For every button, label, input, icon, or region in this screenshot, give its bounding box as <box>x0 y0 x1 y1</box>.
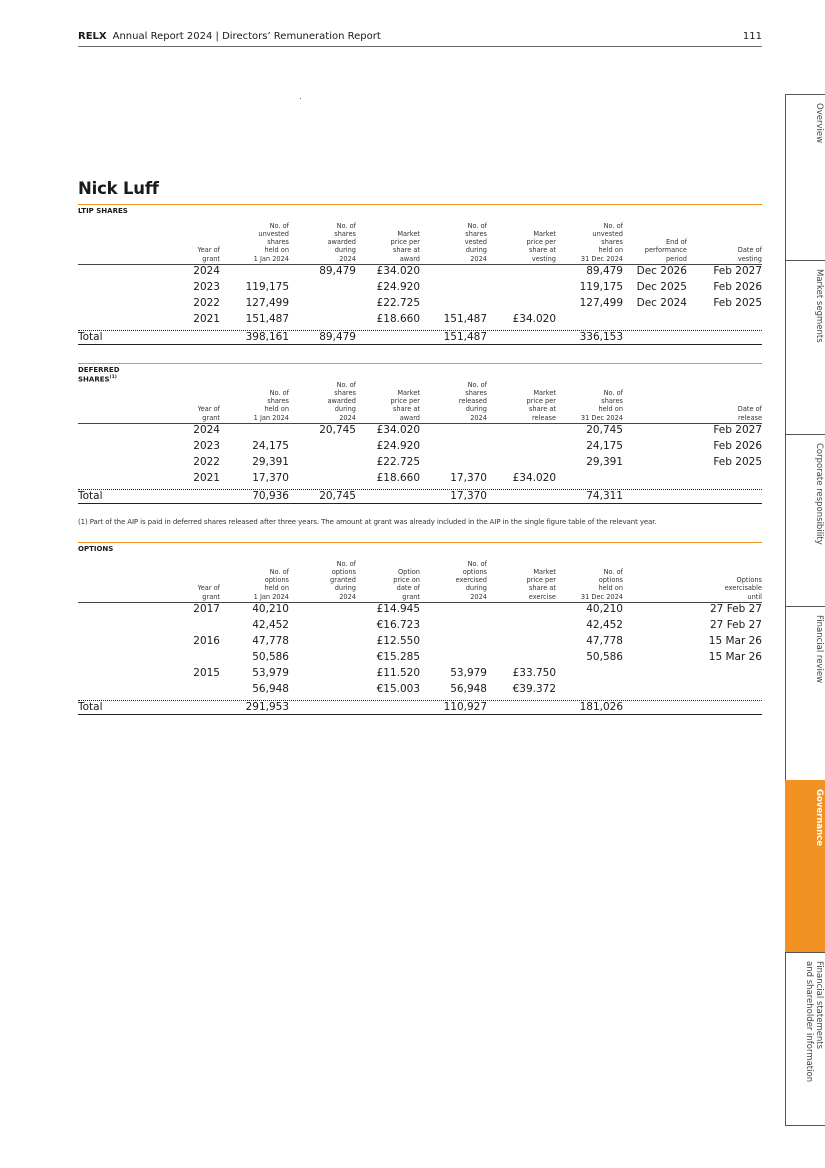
column-header-end-period: performance <box>644 246 687 255</box>
cell-date: 15 Mar 26 <box>708 635 762 647</box>
column-header-held-start: 1 Jan 2024 <box>253 592 289 601</box>
column-header-awarded: 2024 <box>339 254 356 263</box>
column-header-awarded: No. of <box>336 559 356 568</box>
total-row <box>78 701 762 714</box>
cell-date: Feb 2027 <box>713 265 762 277</box>
column-header-price-at-vesting: price per <box>526 397 556 406</box>
column-header-price-at-award: price per <box>390 397 420 406</box>
header-divider <box>78 46 762 47</box>
column-header-vested: vested <box>464 238 487 247</box>
cell-date: Feb 2025 <box>713 297 762 309</box>
column-header-vested: No. of <box>467 221 487 230</box>
cell-year-of-grant: 2016 <box>193 635 220 647</box>
column-header-price-at-vesting: share at <box>529 246 556 255</box>
column-header-held-end: No. of <box>603 221 623 230</box>
column-header-price-at-award: award <box>399 413 420 422</box>
cell-price-at-award: €16.723 <box>376 619 420 631</box>
cell-date: 15 Mar 26 <box>708 651 762 663</box>
column-header-held-end: held on <box>598 246 623 255</box>
column-header-awarded: during <box>334 405 356 414</box>
table-row <box>78 635 762 648</box>
nav-tab-label: Financial review <box>814 615 824 684</box>
person-name: Nick Luff <box>78 179 159 198</box>
column-header-awarded: shares <box>334 388 356 397</box>
cell-held-start: 127,499 <box>245 297 289 309</box>
table-row <box>78 265 762 278</box>
column-header-vested: during <box>465 405 487 414</box>
cell-end-period: Dec 2026 <box>636 265 687 277</box>
column-header-date: vesting <box>737 254 762 263</box>
column-header-year-of-grant: grant <box>202 592 220 601</box>
table-row <box>78 667 762 680</box>
cell-held-start: 151,487 <box>245 313 289 325</box>
nav-tab-overview[interactable] <box>785 94 825 261</box>
cell-end-period: Dec 2024 <box>636 297 687 309</box>
column-header-vested: 2024 <box>470 254 487 263</box>
column-header-held-end: unvested <box>592 229 623 238</box>
cell-held-start: 56,948 <box>252 683 289 695</box>
cell-held-end: 40,210 <box>586 603 623 615</box>
cell-held-start: 29,391 <box>252 456 289 468</box>
column-header-awarded: 2024 <box>339 592 356 601</box>
cell-held-end: 42,452 <box>586 619 623 631</box>
cell-price-at-vesting: €39.372 <box>512 683 556 695</box>
total-held-end: 336,153 <box>579 331 623 343</box>
column-header-vested: 2024 <box>470 413 487 422</box>
total-vested: 17,370 <box>450 490 487 502</box>
cell-price-at-award: £14.945 <box>376 603 420 615</box>
nav-tab-market-segments[interactable] <box>785 260 825 435</box>
column-header-vested: during <box>465 584 487 593</box>
cell-year-of-grant: 2022 <box>193 456 220 468</box>
table-top-rule <box>78 204 762 205</box>
column-header-held-end: shares <box>601 397 623 406</box>
cell-price-at-vesting: £33.750 <box>512 667 556 679</box>
column-header-price-at-vesting: release <box>531 413 556 422</box>
total-vested: 151,487 <box>443 331 487 343</box>
column-header-price-at-award: share at <box>393 246 420 255</box>
column-header-date: exercisable <box>724 584 762 593</box>
column-header-awarded: 2024 <box>339 413 356 422</box>
total-awarded: 20,745 <box>319 490 356 502</box>
column-header-held-start: held on <box>264 246 289 255</box>
table-top-rule <box>78 542 762 543</box>
section-title: OPTIONS <box>78 545 114 553</box>
cell-held-start: 40,210 <box>252 603 289 615</box>
cell-year-of-grant: 2024 <box>193 424 220 436</box>
column-header-year-of-grant: grant <box>202 413 220 422</box>
cell-date: Feb 2025 <box>713 456 762 468</box>
table-row <box>78 281 762 294</box>
cell-vested: 151,487 <box>443 313 487 325</box>
column-header-price-at-award: grant <box>402 592 420 601</box>
nav-tab-label: Market segments <box>814 269 824 343</box>
ltip-shares-table <box>78 204 762 346</box>
cell-price-at-award: £18.660 <box>376 313 420 325</box>
cell-price-at-award: £24.920 <box>376 281 420 293</box>
cell-date: 27 Feb 27 <box>710 603 762 615</box>
table-row <box>78 313 762 326</box>
table-row <box>78 440 762 453</box>
cell-price-at-award: £22.725 <box>376 456 420 468</box>
column-header-end-period: End of <box>666 238 687 247</box>
cell-year-of-grant: 2023 <box>193 281 220 293</box>
cell-held-start: 119,175 <box>245 281 289 293</box>
column-header-awarded: awarded <box>327 397 356 406</box>
cell-date: Feb 2026 <box>713 440 762 452</box>
table-row <box>78 424 762 437</box>
cell-price-at-award: €15.003 <box>376 683 420 695</box>
column-header-price-at-vesting: Market <box>533 567 556 576</box>
column-header-price-at-award: share at <box>393 405 420 414</box>
nav-tab-financial-statements-and-shareholder-information[interactable] <box>785 952 825 1126</box>
cell-year-of-grant: 2015 <box>193 667 220 679</box>
column-header-vested: shares <box>465 388 487 397</box>
cell-held-start: 42,452 <box>252 619 289 631</box>
column-header-vested: 2024 <box>470 592 487 601</box>
column-header-held-start: held on <box>264 584 289 593</box>
column-header-held-start: options <box>264 576 289 585</box>
total-held-start: 70,936 <box>252 490 289 502</box>
column-header-price-at-award: award <box>399 254 420 263</box>
column-header-vested: No. of <box>467 559 487 568</box>
column-header-price-at-award: price per <box>390 238 420 247</box>
column-header-held-start: No. of <box>269 567 289 576</box>
table-row <box>78 456 762 469</box>
column-header-held-start: shares <box>267 238 289 247</box>
column-header-vested: No. of <box>467 380 487 389</box>
table-row <box>78 619 762 632</box>
column-header-awarded: awarded <box>327 238 356 247</box>
section-title: LTIP SHARES <box>78 207 128 215</box>
column-header-year-of-grant: Year of <box>197 584 220 593</box>
table-row <box>78 603 762 616</box>
total-held-start: 291,953 <box>245 701 289 713</box>
options-table <box>78 542 762 722</box>
total-awarded: 89,479 <box>319 331 356 343</box>
cell-date: Feb 2026 <box>713 281 762 293</box>
table-bottom-rule <box>78 714 762 715</box>
column-header-price-at-award: date of <box>396 584 420 593</box>
cell-held-end: 127,499 <box>579 297 623 309</box>
column-header-vested: during <box>465 246 487 255</box>
cell-vested: 53,979 <box>450 667 487 679</box>
column-header-awarded: granted <box>330 576 356 585</box>
total-row <box>78 490 762 503</box>
column-header-held-start: shares <box>267 397 289 406</box>
nav-tab-governance[interactable] <box>785 780 825 953</box>
cell-held-start: 17,370 <box>252 472 289 484</box>
column-header-vested: options <box>462 567 487 576</box>
cell-held-start: 47,778 <box>252 635 289 647</box>
total-label: Total <box>78 331 103 343</box>
column-header-price-at-vesting: exercise <box>528 592 556 601</box>
footnote: (1) Part of the AIP is paid in deferred shares released after three years. The amount at grant was already included in the AIP in the single figure table of the relevant year. <box>78 518 657 526</box>
nav-tab-label: Financial statements and shareholder information <box>804 961 824 1083</box>
cell-year-of-grant: 2023 <box>193 440 220 452</box>
footnote-marker: (1) <box>109 375 117 380</box>
brand-name: RELX <box>78 31 107 42</box>
column-header-price-at-vesting: price per <box>526 238 556 247</box>
cell-held-end: 50,586 <box>586 651 623 663</box>
nav-tab-financial-review[interactable] <box>785 606 825 781</box>
cell-held-start: 53,979 <box>252 667 289 679</box>
report-title: Annual Report 2024 | Directors’ Remuneration Report <box>112 31 381 42</box>
column-header-end-period: period <box>665 254 687 263</box>
table-row <box>78 472 762 485</box>
cell-held-end: 119,175 <box>579 281 623 293</box>
page-number: 111 <box>742 31 762 42</box>
nav-tab-label: Overview <box>814 103 824 144</box>
column-header-awarded: No. of <box>336 221 356 230</box>
column-header-vested: shares <box>465 229 487 238</box>
column-header-date: release <box>737 413 762 422</box>
column-header-year-of-grant: grant <box>202 254 220 263</box>
column-header-price-at-vesting: price per <box>526 576 556 585</box>
column-header-held-end: 31 Dec 2024 <box>580 592 623 601</box>
table-top-rule <box>78 363 762 364</box>
cell-held-start: 50,586 <box>252 651 289 663</box>
cell-vested: 56,948 <box>450 683 487 695</box>
column-header-held-end: shares <box>601 238 623 247</box>
column-header-held-end: 31 Dec 2024 <box>580 254 623 263</box>
column-header-awarded: options <box>331 567 356 576</box>
column-header-vested: released <box>458 397 487 406</box>
page-header <box>78 31 762 45</box>
column-header-price-at-vesting: Market <box>533 388 556 397</box>
total-label: Total <box>78 701 103 713</box>
cell-end-period: Dec 2025 <box>636 281 687 293</box>
table-bottom-rule <box>78 503 762 504</box>
column-header-date: Options <box>736 576 762 585</box>
column-header-awarded: during <box>334 584 356 593</box>
column-header-price-at-vesting: Market <box>533 229 556 238</box>
total-row <box>78 331 762 344</box>
cell-vested: 17,370 <box>450 472 487 484</box>
total-held-start: 398,161 <box>245 331 289 343</box>
column-header-held-end: held on <box>598 584 623 593</box>
column-header-held-start: unvested <box>258 229 289 238</box>
column-header-held-end: held on <box>598 405 623 414</box>
column-header-held-start: No. of <box>269 388 289 397</box>
column-header-held-start: 1 Jan 2024 <box>253 413 289 422</box>
cell-price-at-award: £11.520 <box>376 667 420 679</box>
nav-tab-label: Governance <box>814 789 824 846</box>
column-header-date: until <box>747 592 762 601</box>
column-header-held-start: No. of <box>269 221 289 230</box>
column-header-held-start: 1 Jan 2024 <box>253 254 289 263</box>
nav-tab-label: Corporate responsibility <box>814 443 824 545</box>
column-header-vested: exercised <box>455 576 487 585</box>
cell-price-at-award: £22.725 <box>376 297 420 309</box>
cell-year-of-grant: 2024 <box>193 265 220 277</box>
cell-year-of-grant: 2021 <box>193 313 220 325</box>
column-header-year-of-grant: Year of <box>197 246 220 255</box>
cell-price-at-vesting: £34.020 <box>512 313 556 325</box>
cell-date: 27 Feb 27 <box>710 619 762 631</box>
cell-price-at-award: £24.920 <box>376 440 420 452</box>
total-label: Total <box>78 490 103 502</box>
section-title-line2: SHARES <box>78 375 110 384</box>
column-header-awarded: shares <box>334 229 356 238</box>
stray-dot <box>300 98 301 99</box>
cell-price-at-award: €15.285 <box>376 651 420 663</box>
cell-held-end: 24,175 <box>586 440 623 452</box>
cell-price-at-award: £34.020 <box>376 265 420 277</box>
cell-year-of-grant: 2021 <box>193 472 220 484</box>
column-header-price-at-vesting: vesting <box>531 254 556 263</box>
cell-held-end: 20,745 <box>586 424 623 436</box>
column-header-date: Date of <box>737 405 762 414</box>
cell-price-at-award: £18.660 <box>376 472 420 484</box>
column-header-year-of-grant: Year of <box>197 405 220 414</box>
cell-awarded: 20,745 <box>319 424 356 436</box>
table-row <box>78 683 762 696</box>
column-header-held-end: options <box>598 576 623 585</box>
table-row <box>78 651 762 664</box>
table-bottom-rule <box>78 344 762 345</box>
column-header-price-at-award: Market <box>397 388 420 397</box>
cell-year-of-grant: 2017 <box>193 603 220 615</box>
column-header-held-end: No. of <box>603 567 623 576</box>
column-header-date: Date of <box>737 246 762 255</box>
cell-price-at-award: £12.550 <box>376 635 420 647</box>
column-header-price-at-award: price on <box>393 576 420 585</box>
column-header-held-end: No. of <box>603 388 623 397</box>
column-header-awarded: during <box>334 246 356 255</box>
column-header-price-at-award: Market <box>397 229 420 238</box>
column-header-awarded: No. of <box>336 380 356 389</box>
section-title-line1: DEFERRED <box>78 366 120 374</box>
cell-held-start: 24,175 <box>252 440 289 452</box>
column-header-held-start: held on <box>264 405 289 414</box>
cell-held-end: 47,778 <box>586 635 623 647</box>
cell-awarded: 89,479 <box>319 265 356 277</box>
column-header-price-at-award: Option <box>397 567 420 576</box>
total-held-end: 74,311 <box>586 490 623 502</box>
deferred-shares-table <box>78 363 762 505</box>
cell-held-end: 29,391 <box>586 456 623 468</box>
column-header-price-at-vesting: share at <box>529 584 556 593</box>
total-vested: 110,927 <box>443 701 487 713</box>
nav-tab-corporate-responsibility[interactable] <box>785 434 825 607</box>
column-header-held-end: 31 Dec 2024 <box>580 413 623 422</box>
cell-price-at-vesting: £34.020 <box>512 472 556 484</box>
column-header-price-at-vesting: share at <box>529 405 556 414</box>
cell-date: Feb 2027 <box>713 424 762 436</box>
cell-year-of-grant: 2022 <box>193 297 220 309</box>
total-held-end: 181,026 <box>579 701 623 713</box>
cell-price-at-award: £34.020 <box>376 424 420 436</box>
cell-held-end: 89,479 <box>586 265 623 277</box>
table-row <box>78 297 762 310</box>
